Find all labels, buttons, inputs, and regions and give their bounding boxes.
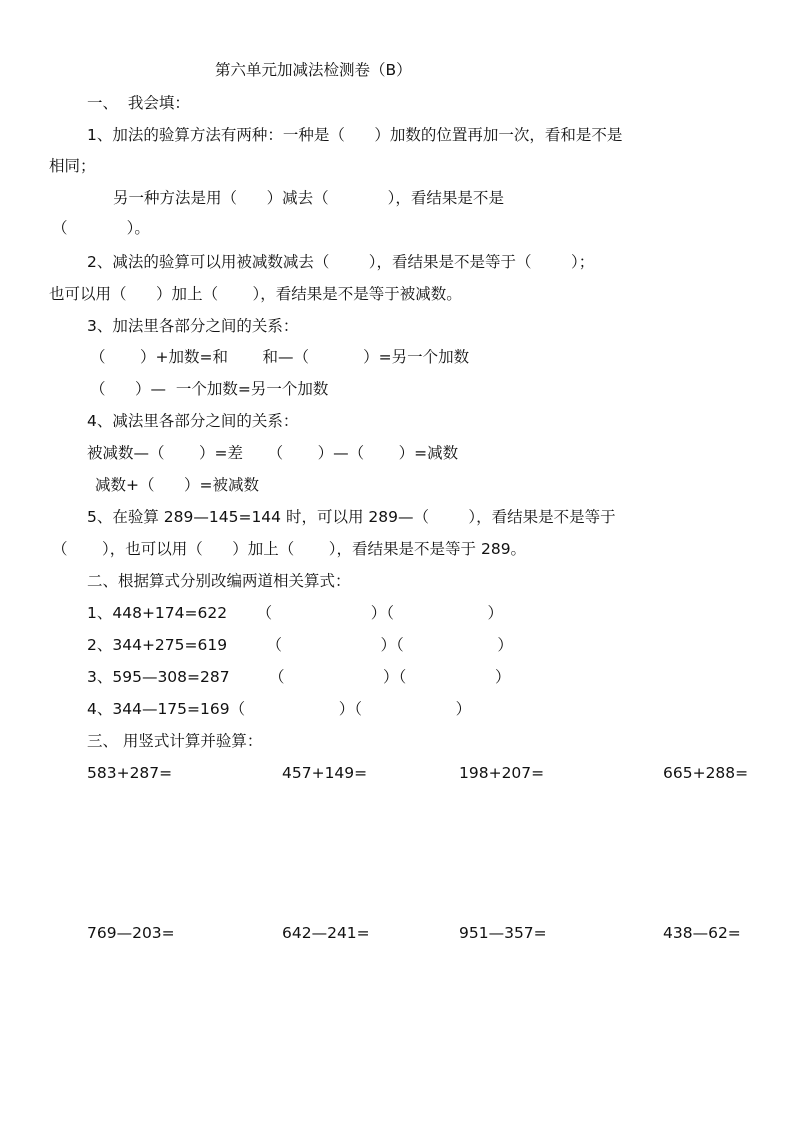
q4-line2: 减数+（ ）=被减数 xyxy=(95,476,260,494)
list-item: 1、448+174=622 （ ）（ ） xyxy=(87,604,504,622)
q4-line1: 被减数—（ ）=差 （ ）—（ ）=减数 xyxy=(87,444,459,462)
q1-line2: 相同； xyxy=(49,157,96,175)
list-item: 3、595—308=287 （ ）（ ） xyxy=(87,668,511,686)
q5-line1: 5、在验算 289—145=144 时，可以用 289—（ ），看结果是不是等于 xyxy=(87,508,616,526)
q4-heading: 4、减法里各部分之间的关系： xyxy=(87,412,299,430)
q3-line1: （ ）+加数=和 和—（ ）=另一个加数 xyxy=(90,348,470,366)
problem-642-241: 642—241= xyxy=(282,924,370,942)
q3-heading: 3、加法里各部分之间的关系： xyxy=(87,317,299,335)
q1-line3: 另一种方法是用（ ）减去（ ），看结果是不是 xyxy=(113,189,504,207)
page-title: 第六单元加减法检测卷（B） xyxy=(215,61,412,79)
q5-line2: （ ），也可以用（ ）加上（ ），看结果是不是等于 289。 xyxy=(52,540,527,558)
problem-665-288: 665+288= xyxy=(663,764,749,782)
q2-line2: 也可以用（ ）加上（ ），看结果是不是等于被减数。 xyxy=(49,285,462,303)
q1-line4: （ ）。 xyxy=(52,219,150,237)
section2-heading: 二、根据算式分别改编两道相关算式： xyxy=(87,572,351,590)
problem-438-62: 438—62= xyxy=(663,924,741,942)
problem-951-357: 951—357= xyxy=(459,924,547,942)
problem-457-149: 457+149= xyxy=(282,764,368,782)
q1-line1: 1、加法的验算方法有两种：一种是（ ）加数的位置再加一次，看和是不是 xyxy=(87,126,623,144)
problem-769-203: 769—203= xyxy=(87,924,175,942)
q2-line1: 2、减法的验算可以用被减数减去（ ），看结果是不是等于（ ）； xyxy=(87,253,595,271)
problem-198-207: 198+207= xyxy=(459,764,545,782)
section1-heading: 一、 我会填： xyxy=(87,94,190,112)
section3-heading: 三、 用竖式计算并验算： xyxy=(87,732,263,750)
q3-line2: （ ）— 一个加数=另一个加数 xyxy=(90,380,329,398)
list-item: 4、344—175=169（ ）（ ） xyxy=(87,700,472,718)
problem-583-287: 583+287= xyxy=(87,764,173,782)
list-item: 2、344+275=619 （ ）（ ） xyxy=(87,636,513,654)
